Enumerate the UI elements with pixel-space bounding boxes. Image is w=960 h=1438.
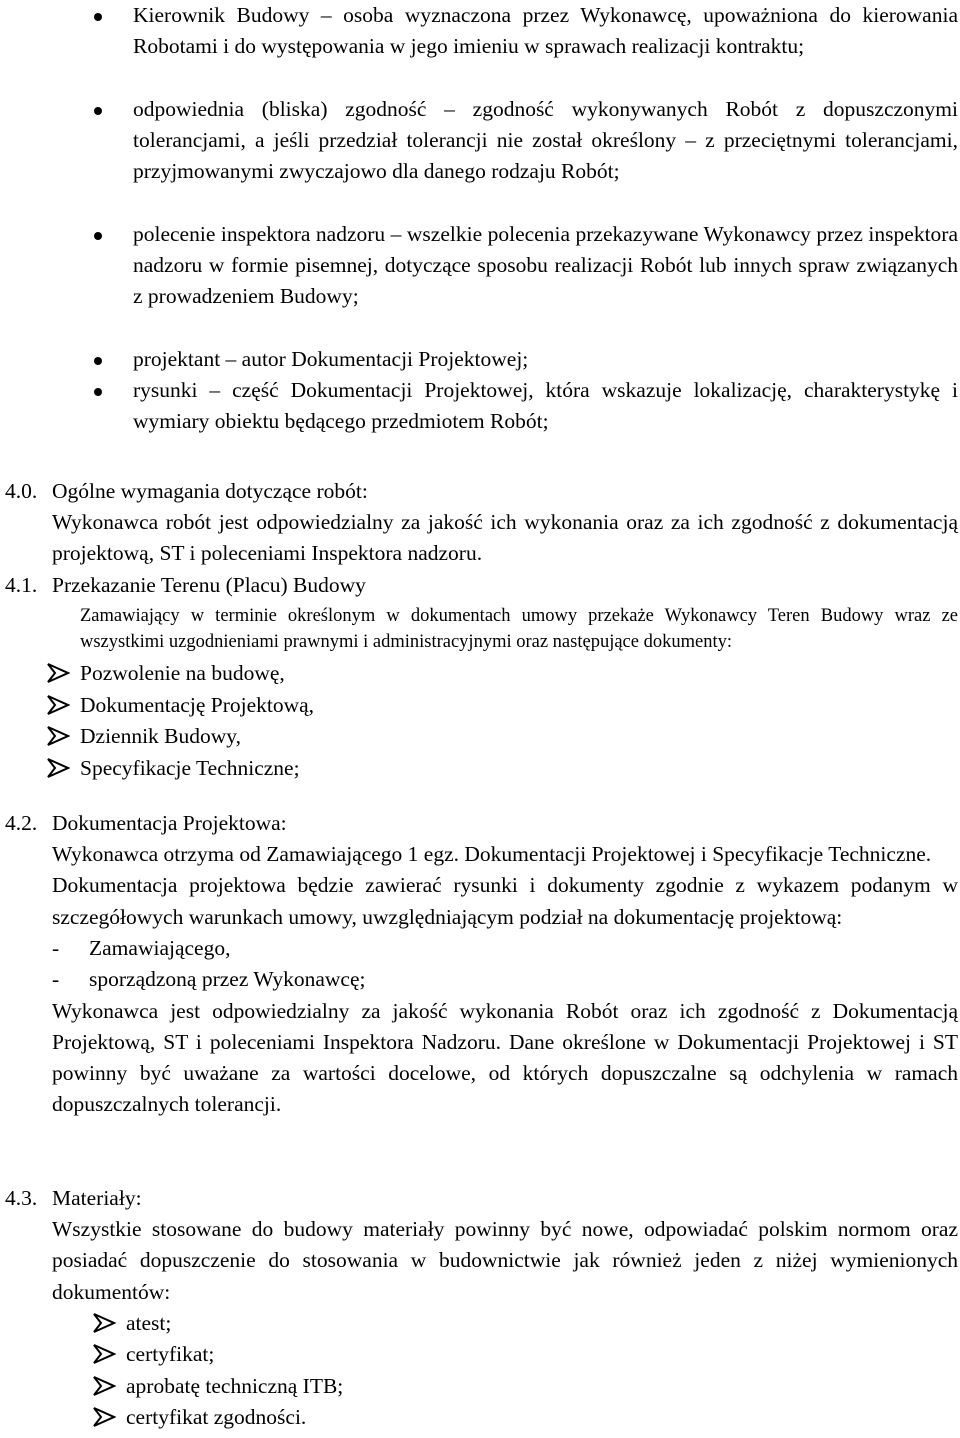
section-heading [0, 476, 960, 507]
definition-item [0, 375, 960, 438]
documents-list [0, 658, 960, 784]
section-4-2 [0, 808, 960, 1121]
section-paragraph: Wykonawca jest odpowiedzialny za jakość wykonania Robót oraz ich zgodność z Dokumentacją Projektową, ST i poleceniami Inspektora Nadzoru. Dane określone w Dokumentacji Projektowej i ST powinny być uważane za wartości docelowe, od których dopuszczalne są odchylenia w ramach dopuszczalnych tolerancji. [52, 998, 958, 1117]
list-item-text: Specyfikacje Techniczne; [80, 755, 300, 780]
list-item [0, 1402, 960, 1434]
definition-text: Kierownik Budowy – osoba wyznaczona przez Wykonawcę, upoważniona do kierowania Robotami i do występowania w jego imieniu w sprawach realizacji kontraktu; [133, 3, 958, 59]
list-item [0, 690, 960, 722]
section-4-1 [0, 570, 960, 784]
dash-bullet: - [52, 935, 60, 960]
section-paragraph: Wszystkie stosowane do budowy materiały powinny być nowe, odpowiadać polskim normom oraz posiadać dopuszczenie do stosowania w budownictwie jak również jeden z niżej wymienionych dokumentów: [52, 1217, 958, 1304]
bullet-icon [94, 388, 102, 396]
materials-documents-list [0, 1308, 960, 1434]
definition-item [0, 344, 960, 375]
definitions-list [0, 0, 960, 438]
arrow-bullet-icon [92, 1405, 116, 1429]
bullet-icon [94, 357, 102, 365]
section-number: 4.1. [5, 573, 38, 597]
list-item [0, 1308, 960, 1340]
arrow-bullet-icon [46, 724, 70, 748]
list-item-text: Zamawiającego, [89, 935, 231, 960]
dash-list [0, 933, 960, 996]
section-title: Dokumentacja Projektowa: [52, 811, 287, 835]
section-heading [0, 1183, 960, 1214]
list-item [0, 933, 960, 965]
arrow-bullet-icon [46, 756, 70, 780]
list-item [0, 721, 960, 753]
section-4-0 [0, 476, 960, 570]
bullet-icon [94, 13, 102, 21]
list-item-text: atest; [126, 1310, 172, 1335]
bullet-icon [94, 232, 102, 240]
definition-item [0, 94, 960, 219]
section-heading [0, 570, 960, 601]
list-item-text: aprobatę techniczną ITB; [126, 1373, 344, 1398]
section-number: 4.0. [5, 479, 38, 503]
arrow-bullet-icon [92, 1311, 116, 1335]
list-item-text: Dokumentację Projektową, [80, 692, 315, 717]
section-number: 4.3. [5, 1186, 38, 1210]
arrow-bullet-icon [92, 1342, 116, 1366]
arrow-bullet-icon [46, 693, 70, 717]
arrow-bullet-icon [46, 661, 70, 685]
list-item [0, 1339, 960, 1371]
section-title: Materiały: [52, 1186, 142, 1210]
list-item-text: Pozwolenie na budowę, [80, 661, 285, 686]
section-title: Przekazanie Terenu (Placu) Budowy [52, 573, 366, 597]
section-heading [0, 808, 960, 839]
list-item [0, 964, 960, 996]
bullet-icon [94, 107, 102, 115]
definition-text: odpowiednia (bliska) zgodność – zgodność wykonywanych Robót z dopuszczonymi tolerancjami, a jeśli przedział tolerancji nie został określony – z przeciętnymi tolerancjami, przyjmowanymi zwyczajowo dla danego rodzaju Robót; [133, 97, 958, 184]
definition-text: projektant – autor Dokumentacji Projektowej; [133, 347, 529, 371]
dash-bullet: - [52, 967, 60, 992]
definition-item [0, 219, 960, 344]
definition-text: rysunki – część Dokumentacji Projektowej, która wskazuje lokalizację, charakterystykę i wymiary obiektu będącego przedmiotem Robót; [133, 378, 958, 434]
section-number: 4.2. [5, 811, 38, 835]
definition-text: polecenie inspektora nadzoru – wszelkie polecenia przekazywane Wykonawcy przez inspektora nadzoru w formie pisemnej, dotyczące sposobu realizacji Robót lub innych spraw związanych z prowadzeniem Budowy; [133, 222, 958, 309]
list-item-text: certyfikat; [126, 1342, 215, 1367]
list-item [0, 753, 960, 785]
arrow-bullet-icon [92, 1374, 116, 1398]
list-item-text: sporządzoną przez Wykonawcę; [89, 967, 366, 992]
section-paragraph: Wykonawca otrzyma od Zamawiającego 1 egz. Dokumentacji Projektowej i Specyfikacje Techniczne. [52, 842, 932, 867]
section-paragraph: Dokumentacja projektowa będzie zawierać rysunki i dokumenty zgodnie z wykazem podanym w szczegółowych warunkach umowy, uwzględniającym podział na dokumentację projektową: [52, 873, 958, 929]
section-paragraph: Zamawiający w terminie określonym w dokumentach umowy przekaże Wykonawcy Teren Budowy wraz ze wszystkimi uzgodnieniami prawnymi i administracyjnymi oraz następujące dokumenty: [80, 606, 958, 653]
list-item-text: Dziennik Budowy, [80, 724, 242, 749]
list-item [0, 658, 960, 690]
list-item-text: certyfikat zgodności. [126, 1405, 307, 1430]
definition-item [0, 0, 960, 94]
section-4-3 [0, 1183, 960, 1434]
section-paragraph: Wykonawca robót jest odpowiedzialny za jakość ich wykonania oraz za ich zgodność z dokumentacją projektową, ST i poleceniami Inspektora nadzoru. [52, 510, 958, 566]
section-title: Ogólne wymagania dotyczące robót: [52, 479, 368, 503]
list-item [0, 1371, 960, 1403]
